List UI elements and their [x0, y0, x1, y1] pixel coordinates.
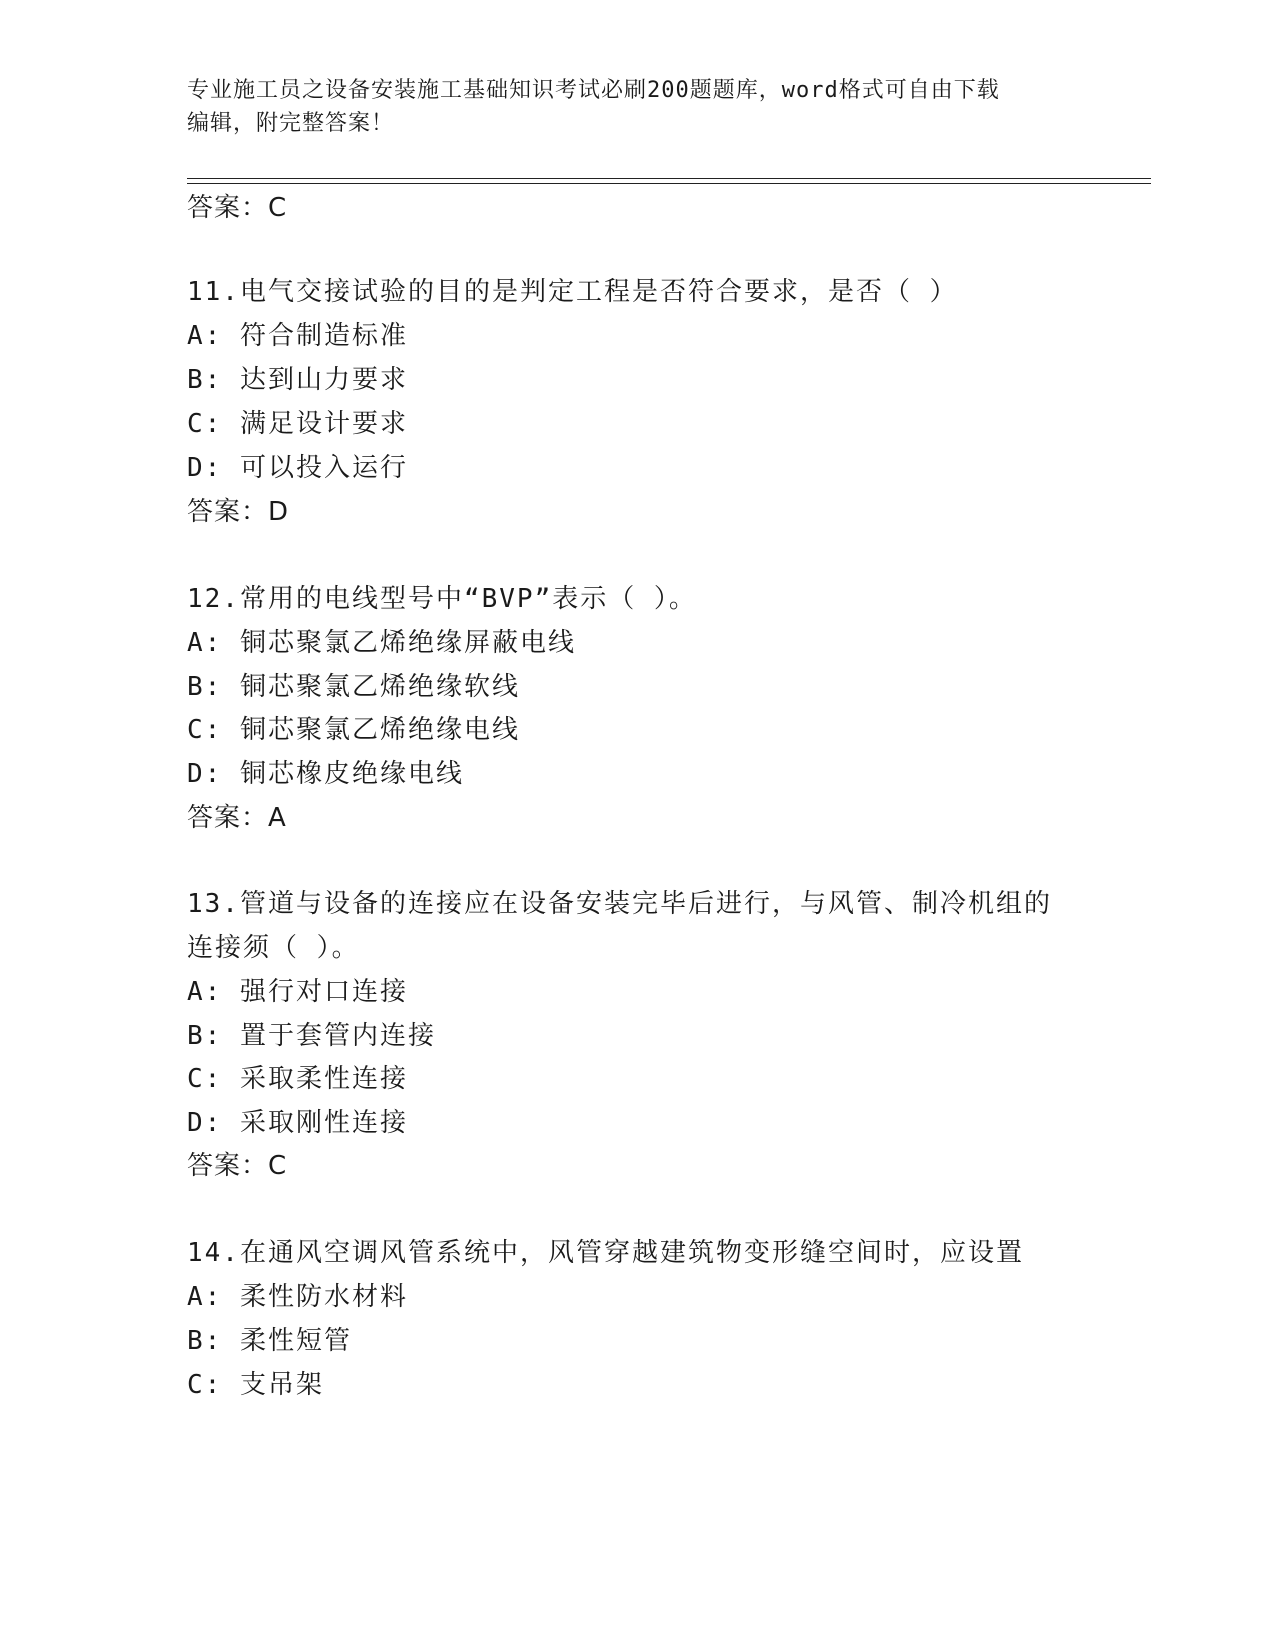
- question-11-stem: 11.电气交接试验的目的是判定工程是否符合要求，是否（ ）: [187, 277, 958, 307]
- question-14-option-c: C: 支吊架: [187, 1370, 324, 1400]
- question-13-answer: 答案：C: [187, 1151, 288, 1181]
- header-line-1: 专业施工员之设备安装施工基础知识考试必刷200题题库，word格式可自由下载: [187, 78, 1000, 103]
- question-12-option-d: D: 铜芯橡皮绝缘电线: [187, 759, 464, 789]
- question-13-stem: 13.管道与设备的连接应在设备安装完毕后进行，与风管、制冷机组的: [187, 889, 1052, 919]
- question-11-option-a: A: 符合制造标准: [187, 321, 408, 351]
- question-11-option-c: C: 满足设计要求: [187, 409, 408, 439]
- question-14-option-b: B: 柔性短管: [187, 1326, 352, 1356]
- question-11-option-b: B: 达到山力要求: [187, 365, 408, 395]
- question-13-option-d: D: 采取刚性连接: [187, 1108, 408, 1138]
- question-12-option-a: A: 铜芯聚氯乙烯绝缘屏蔽电线: [187, 628, 576, 658]
- question-12-option-c: C: 铜芯聚氯乙烯绝缘电线: [187, 715, 520, 745]
- header-rule-bottom: [187, 183, 1151, 184]
- question-13-stem-continued: 连接须（ ）。: [187, 933, 360, 963]
- question-11-answer: 答案：D: [187, 497, 290, 527]
- question-13-option-c: C: 采取柔性连接: [187, 1064, 408, 1094]
- question-11-option-d: D: 可以投入运行: [187, 453, 408, 483]
- previous-answer: 答案：C: [187, 193, 288, 223]
- question-12-option-b: B: 铜芯聚氯乙烯绝缘软线: [187, 672, 520, 702]
- question-12-stem: 12.常用的电线型号中“BVP”表示（ ）。: [187, 584, 697, 614]
- header-rule-top: [187, 178, 1151, 179]
- document-header: [187, 74, 1067, 140]
- question-14-stem: 14.在通风空调风管系统中，风管穿越建筑物变形缝空间时，应设置: [187, 1238, 1024, 1268]
- question-13-option-b: B: 置于套管内连接: [187, 1021, 436, 1051]
- question-14-option-a: A: 柔性防水材料: [187, 1282, 408, 1312]
- question-12-answer: 答案：A: [187, 803, 287, 833]
- header-line-2: 编辑，附完整答案！: [187, 111, 395, 136]
- question-13-option-a: A: 强行对口连接: [187, 977, 408, 1007]
